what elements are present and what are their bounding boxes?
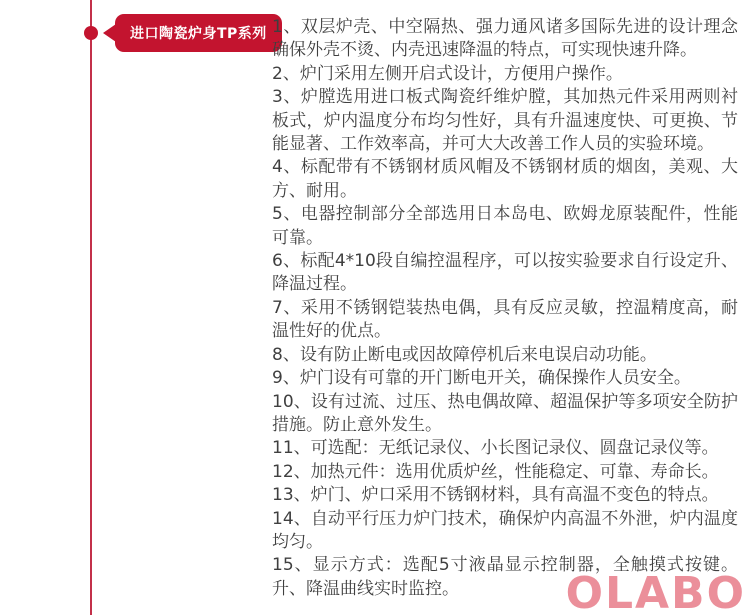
- series-title-callout: [115, 14, 282, 52]
- series-title: 进口陶瓷炉身TP系列: [130, 26, 267, 42]
- feature-item-14: 14、自动平行压力炉门技术，确保炉内高温不外泄，炉内温度均匀。: [272, 508, 738, 552]
- feature-item-13: 13、炉门、炉口采用不锈钢材料，具有高温不变色的特点。: [272, 485, 719, 506]
- feature-item-8: 8、设有防止断电或因故障停机后来电误启动功能。: [272, 344, 657, 365]
- brand-watermark: OLABO: [565, 568, 746, 615]
- timeline-line: [90, 0, 92, 615]
- feature-item-7: 7、采用不锈钢铠装热电偶，具有反应灵敏，控温精度高，耐温性好的优点。: [272, 297, 738, 342]
- feature-item-5: 5、电器控制部分全部选用日本岛电、欧姆龙原装配件，性能可靠。: [272, 204, 738, 248]
- feature-item-9: 9、炉门设有可靠的开门断电开关，确保操作人员安全。: [272, 368, 691, 389]
- feature-item-12: 12、加热元件：选用优质炉丝，性能稳定、可靠、寿命长。: [272, 461, 719, 482]
- feature-item-10: 10、设有过流、过压、热电偶故障、超温保护等多项安全防护措施。防止意外发生。: [272, 391, 738, 435]
- feature-list: [272, 16, 738, 601]
- feature-item-4: 4、标配带有不锈钢材质风帽及不锈钢材质的烟囱，美观、大方、耐用。: [272, 157, 738, 201]
- callout-arrow-icon: [103, 24, 116, 42]
- feature-item-15: 15、显示方式：选配5寸液晶显示控制器，全触摸式按键。升、降温曲线实时监控。: [272, 555, 738, 599]
- feature-item-6: 6、标配4*10段自编控温程序，可以按实验要求自行设定升、降温过程。: [272, 251, 738, 295]
- feature-item-2: 2、炉门采用左侧开启式设计，方便用户操作。: [272, 63, 623, 84]
- feature-item-11: 11、可选配：无纸记录仪、小长图记录仪、圆盘记录仪等。: [272, 438, 719, 459]
- timeline-dot: [84, 26, 98, 40]
- feature-item-3: 3、炉膛选用进口板式陶瓷纤维炉膛，其加热元件采用两则衬板式，炉内温度分布均匀性好，具有升温速度快、可更换、节能显著、工作效率高，并可大大改善工作人员的实验环境。: [272, 87, 738, 155]
- feature-item-1: 1、双层炉壳、中空隔热、强力通风诸多国际先进的设计理念确保外壳不烫、内壳迅速降温的特点，可实现快速升降。: [272, 17, 738, 61]
